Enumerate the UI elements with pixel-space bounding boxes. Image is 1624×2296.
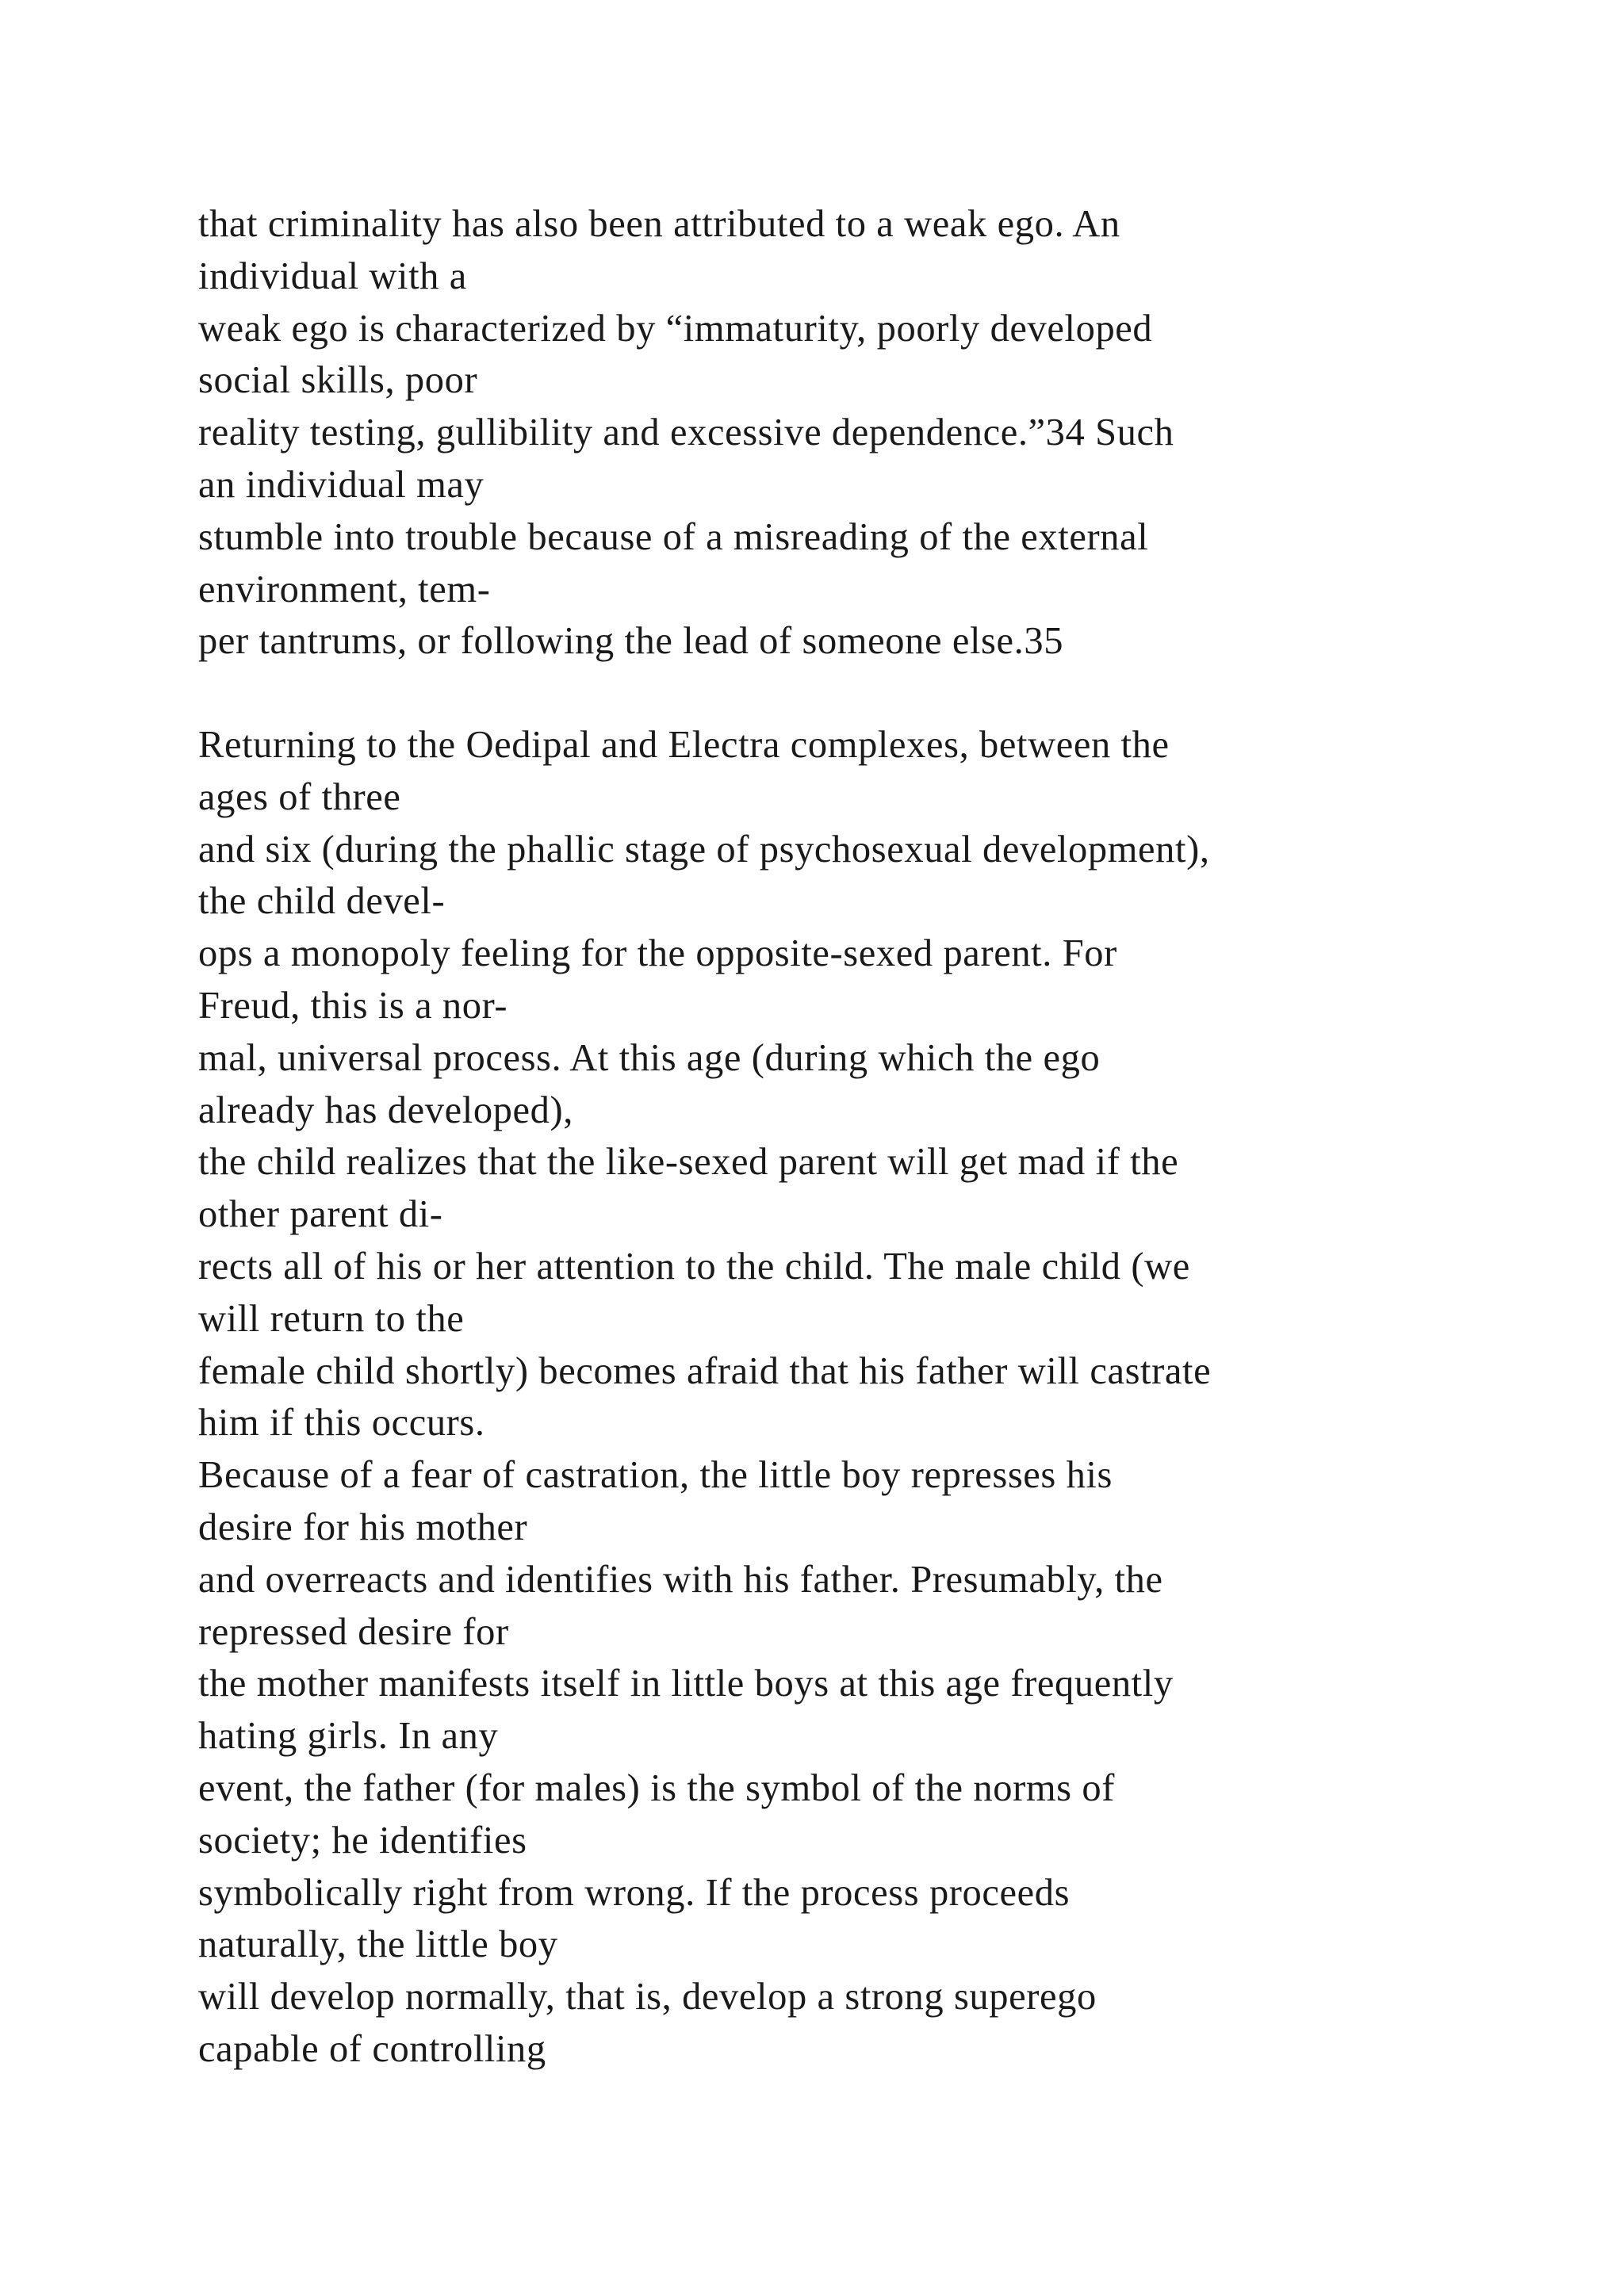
text-line: environment, tem- — [198, 568, 491, 610]
text-line: and overreacts and identifies with his father. Presumably, the — [198, 1558, 1163, 1601]
paragraph-oedipal-electra — [198, 719, 1594, 2076]
text-line: ages of three — [198, 775, 401, 818]
text-line: will develop normally, that is, develop a strong superego — [198, 1976, 1097, 2019]
text-line: ops a monopoly feeling for the opposite-sexed parent. For — [198, 932, 1117, 975]
text-line: already has developed), — [198, 1089, 573, 1131]
text-line: that criminality has also been attributed to a weak ego. An — [198, 203, 1120, 245]
text-line: the mother manifests itself in little boys at this age frequently — [198, 1663, 1174, 1705]
text-line: him if this occurs. — [198, 1402, 485, 1445]
text-line: female child shortly) becomes afraid that his father will castrate — [198, 1349, 1212, 1392]
text-line: will return to the — [198, 1297, 465, 1340]
text-line: Because of a fear of castration, the little boy represses his — [198, 1454, 1113, 1497]
text-line: social skills, poor — [198, 359, 478, 402]
text-line: Returning to the Oedipal and Electra complexes, between the — [198, 724, 1170, 766]
text-line: Freud, this is a nor- — [198, 984, 508, 1027]
text-line: reality testing, gullibility and excessive dependence.”34 Such — [198, 411, 1174, 454]
text-line: an individual may — [198, 463, 485, 506]
text-line: repressed desire for — [198, 1610, 509, 1653]
text-line: individual with a — [198, 254, 467, 297]
text-line: the child devel- — [198, 880, 446, 923]
text-line: society; he identifies — [198, 1819, 527, 1862]
text-line: symbolically right from wrong. If the process proceeds — [198, 1871, 1071, 1914]
text-line: weak ego is characterized by “immaturity, poorly developed — [198, 307, 1153, 350]
text-line: per tantrums, or following the lead of someone else.35 — [198, 620, 1064, 663]
text-line: capable of controlling — [198, 2027, 546, 2070]
text-line: desire for his mother — [198, 1506, 528, 1548]
text-line: the child realizes that the like-sexed parent will get mad if the — [198, 1141, 1179, 1184]
text-line: mal, universal process. At this age (during which the ego — [198, 1036, 1101, 1079]
text-line: and six (during the phallic stage of psychosexual development), — [198, 828, 1210, 871]
text-line: hating girls. In any — [198, 1715, 499, 1758]
text-line: stumble into trouble because of a misreading of the external — [198, 515, 1149, 558]
text-line: other parent di- — [198, 1193, 443, 1236]
paragraph-weak-ego — [198, 198, 1594, 668]
text-line: rects all of his or her attention to the child. The male child (we — [198, 1245, 1190, 1288]
text-line: event, the father (for males) is the symbol of the norms of — [198, 1766, 1115, 1809]
text-line: naturally, the little boy — [198, 1923, 558, 1966]
